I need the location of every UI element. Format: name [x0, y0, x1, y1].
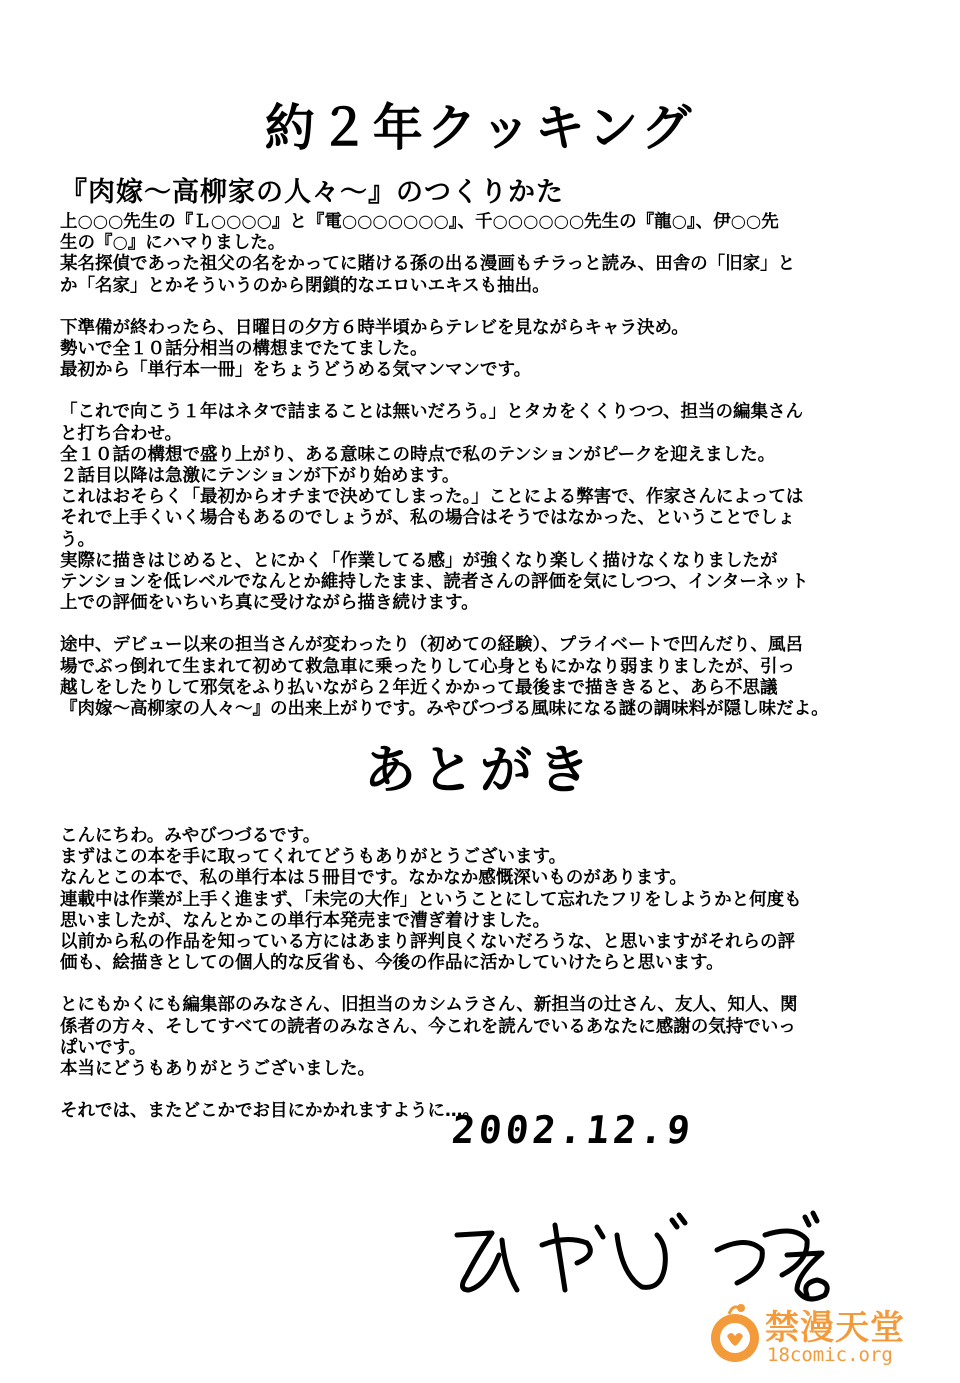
section-title-afterword: あとがき [363, 741, 596, 801]
text-line: 思いましたが、なんとかこの単行本発売まで漕ぎ着けました。 [60, 910, 550, 931]
text-line: ぱいです。 [60, 1037, 147, 1058]
text-line: 全１０話の構想で盛り上がり、ある意味この時点で私のテンションがピークを迎えました。 [60, 444, 776, 465]
text-line: 連載中は作業が上手く進まず、「未完の大作」ということにして忘れたフリをしようかと何度も [60, 889, 802, 910]
text-line: 最初から「単行本一冊」をちょうどうめる気マンマンです。 [60, 360, 532, 381]
text-line: 係者の方々、そしてすべての読者のみなさん、今これを読んでいるあなたに感謝の気持でいっ [60, 1016, 796, 1037]
text-line: 上○○○先生の『Ｌ○○○○』と『電○○○○○○○』、千○○○○○○先生の『龍○』、伊○○先 [60, 212, 779, 232]
paragraph-gap [60, 381, 910, 402]
text-line: 越しをしたりして邪気をふり払いながら２年近くかかって最後まで描ききると、あら不思議 [60, 677, 778, 698]
section1-body [60, 212, 910, 720]
text-line: か「名家」とかそういうのから閉鎖的なエロいエキスも抽出。 [60, 275, 550, 296]
text-line: 下準備が終わったら、日曜日の夕方６時半頃からテレビを見ながらキャラ決め。 [60, 317, 689, 338]
text-line: 途中、デビュー以来の担当さんが変わったり（初めての経験）、プライベートで凹んだり、風呂 [60, 635, 804, 656]
text-line: これはおそらく「最初からオチまで決めてしまった。」ことによる弊害で、作家さんによっては [60, 487, 804, 508]
text-line: ２話目以降は急激にテンションが下がり始めます。 [60, 466, 460, 487]
section-title-cooking: 約２年クッキング [264, 99, 696, 157]
paragraph-gap [60, 1080, 910, 1101]
text-line: 某名探偵であった祖父の名をかってに賭ける孫の出る漫画もチラっと読み、田舎の「旧家」と [60, 254, 796, 275]
text-line: 上での評価をいちいち真に受けながら描き続けます。 [60, 593, 479, 614]
text-line: 生の『○』にハマりました。 [60, 233, 286, 254]
section2-body [60, 826, 910, 1122]
watermark-url: 18comic.org [767, 1344, 893, 1366]
watermark [705, 1296, 955, 1376]
paragraph-gap [60, 297, 910, 318]
text-line: それでは、またどこかでお目にかかれますように…。 [60, 1101, 480, 1122]
text-line: 以前から私の作品を知っている方にはあまり評判良くないだろうな、と思いますがそれらの評 [60, 932, 795, 953]
text-line: 場でぶっ倒れて生まれて初めて救急車に乗ったりして心身ともにかなり弱まりましたが、引っ [60, 656, 795, 677]
text-line: 価も、絵描きとしての個人的な反省も、今後の作品に活かしていけたらと思います。 [60, 953, 724, 974]
paragraph-gap [60, 974, 910, 995]
text-line: 本当にどうもありがとうございました。 [60, 1059, 375, 1080]
text-line: 実際に描きはじめると、とにかく「作業してる感」が強くなり楽しく描けなくなりましたが [60, 550, 778, 571]
text-line: 「これで向こう１年はネタで詰まることは無いだろう。」とタカをくくりつつ、担当の編集さん [60, 402, 804, 423]
text-line: う。 [60, 529, 95, 550]
text-line: テンションを低レベルでなんとか維持したまま、読者さんの評価を気にしつつ、インターネット [60, 572, 809, 593]
paragraph-gap [60, 614, 910, 635]
text-line: まずはこの本を手に取ってくれてどうもありがとうございます。 [60, 847, 567, 868]
watermark-logo-icon [705, 1296, 765, 1376]
text-line: 勢いで全１０話分相当の構想までたてました。 [60, 339, 428, 360]
text-line: それで上手くいく場合もあるのでしょうが、私の場合はそうではなかった、ということでしょ [60, 508, 795, 529]
text-line: なんとこの本で、私の単行本は５冊目です。なかなか感慨深いものがあります。 [60, 868, 687, 889]
section-subtitle: 『肉嫁～高柳家の人々～』のつくりかた [60, 177, 564, 208]
text-line: と打ち合わせ。 [60, 423, 182, 444]
text-line: とにもかくにも編集部のみなさん、旧担当のカシムラさん、新担当の辻さん、友人、知人、関 [60, 995, 798, 1016]
text-line: こんにちわ。みやびつづるです。 [60, 826, 321, 846]
watermark-name: 禁漫天堂 [765, 1308, 905, 1348]
text-line: 『肉嫁～高柳家の人々～』の出来上がりです。みやびつづる風味になる謎の調味料が隠し味だよ。 [60, 699, 829, 720]
date-handwritten: 2002.12.9 [449, 1108, 697, 1152]
